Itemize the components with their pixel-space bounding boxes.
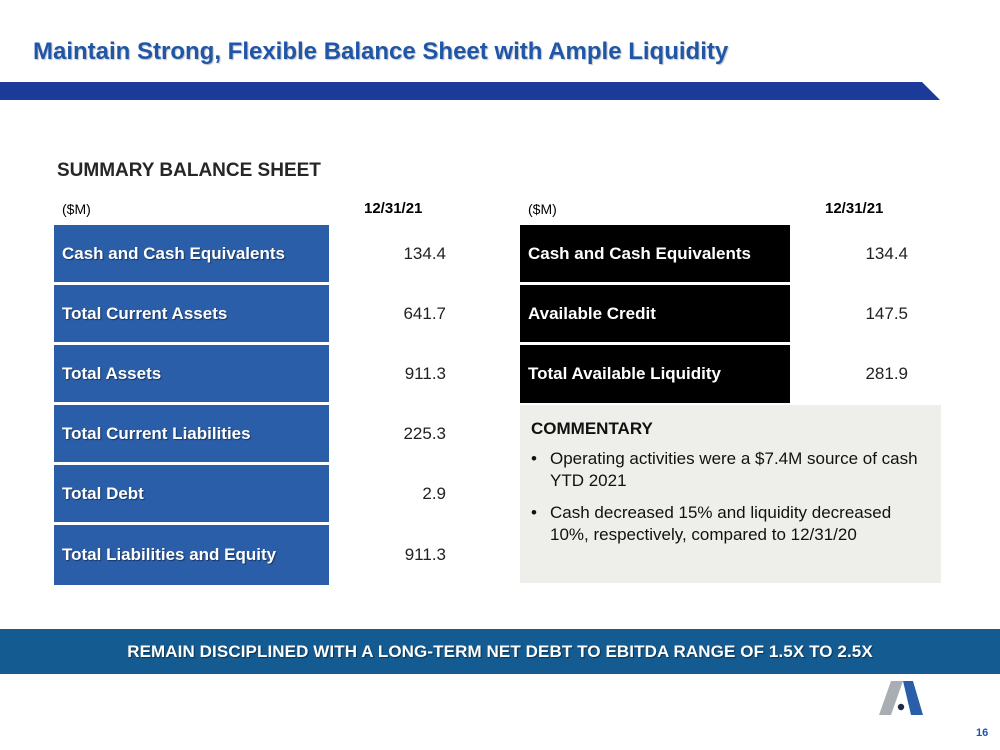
balance-sheet-date-header: 12/31/21 [364,200,423,217]
row-value: 281.9 [865,364,908,383]
row-label: Cash and Cash Equivalents [54,225,329,282]
commentary-title: COMMENTARY [531,419,653,438]
commentary-text: Operating activities were a $7.4M source of cash YTD 2021 [550,449,918,490]
table-row [54,345,446,402]
row-label: Total Debt [54,465,329,522]
row-value: 911.3 [404,545,446,564]
leverage-target-banner [0,629,1000,674]
row-label: Available Credit [520,285,790,342]
page-title: Maintain Strong, Flexible Balance Sheet with Ample Liquidity [33,38,729,65]
company-a-logo-icon [873,677,927,717]
table-row [54,465,446,522]
table-row [520,345,908,403]
row-label: Total Assets [54,345,329,402]
row-value: 134.4 [403,243,446,263]
list-item [531,448,929,492]
bullet-icon: • [531,503,537,522]
commentary-list [531,448,929,546]
table-row [520,285,908,342]
row-value: 147.5 [865,303,908,323]
liquidity-unit-label: ($M) [528,201,557,217]
commentary-text: Cash decreased 15% and liquidity decreased 10%, respectively, compared to 12/31/20 [550,503,892,544]
balance-sheet-table [54,225,446,585]
row-value: 225.3 [403,423,446,443]
balance-sheet-unit-label: ($M) [62,201,91,217]
row-label: Total Current Assets [54,285,329,342]
row-label: Total Current Liabilities [54,405,329,462]
list-item [531,502,929,546]
table-row [54,285,446,342]
summary-balance-sheet-heading: SUMMARY BALANCE SHEET [57,160,321,181]
row-label: Total Liabilities and Equity [54,525,329,585]
row-value: 641.7 [403,303,446,323]
title-underline-bar [0,82,940,100]
bullet-icon: • [531,449,537,468]
row-value: 911.3 [404,363,446,383]
banner-text: REMAIN DISCIPLINED WITH A LONG-TERM NET DEBT TO EBITDA RANGE OF 1.5X TO 2.5X [127,641,873,661]
page-number: 16 [976,727,989,739]
liquidity-table [520,225,908,405]
row-value: 134.4 [865,243,908,263]
row-value: 2.9 [422,483,446,503]
commentary-box [520,405,941,583]
table-row [54,525,446,585]
table-row [520,225,908,282]
row-label: Cash and Cash Equivalents [520,225,790,282]
table-row [54,225,446,282]
row-label: Total Available Liquidity [520,345,790,403]
table-row [54,405,446,462]
liquidity-date-header: 12/31/21 [825,200,884,217]
